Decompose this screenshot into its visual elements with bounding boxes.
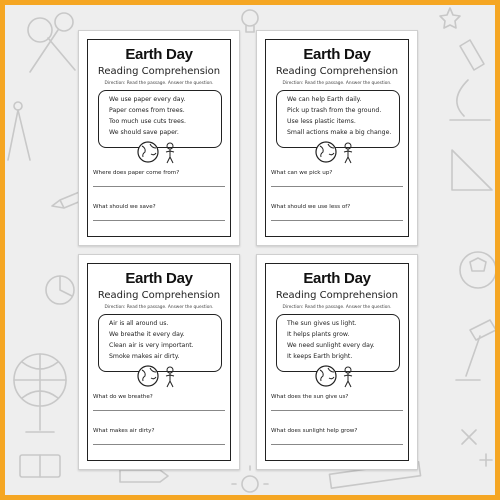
lightbulb-doodle-icon bbox=[242, 10, 258, 32]
passage-line: Too much use cuts trees. bbox=[109, 118, 186, 125]
worksheet-card bbox=[256, 30, 418, 246]
worksheet-direction: Direction: Read the passage. Answer the question. bbox=[104, 81, 214, 86]
passage-line: Smoke makes air dirty. bbox=[109, 353, 180, 360]
question-text: What should we save? bbox=[93, 204, 156, 210]
answer-line[interactable] bbox=[271, 410, 403, 411]
passage-line: We need sunlight every day. bbox=[287, 342, 375, 349]
worksheet-title: Earth Day bbox=[125, 270, 193, 287]
scissors-doodle-icon bbox=[28, 13, 75, 72]
passage-line: We breathe it every day. bbox=[109, 331, 185, 338]
triangle-ruler-doodle-icon bbox=[452, 150, 492, 190]
earth-globe-icon bbox=[136, 364, 182, 388]
compass-doodle-icon bbox=[8, 102, 30, 160]
passage-line: Paper comes from trees. bbox=[109, 107, 185, 114]
question-text: What does sunlight help grow? bbox=[271, 428, 358, 434]
worksheet-card bbox=[78, 254, 240, 470]
worksheet-subtitle: Reading Comprehension bbox=[97, 290, 221, 301]
question-text: What should we use less of? bbox=[271, 204, 351, 210]
worksheet-direction: Direction: Read the passage. Answer the question. bbox=[282, 305, 392, 310]
answer-line[interactable] bbox=[93, 410, 225, 411]
worksheet-subtitle: Reading Comprehension bbox=[275, 290, 399, 301]
child-figure-icon bbox=[166, 367, 174, 387]
worksheet-border bbox=[87, 263, 231, 461]
worksheet-title: Earth Day bbox=[125, 46, 193, 63]
globe-doodle-icon bbox=[14, 354, 66, 432]
earth-globe-icon bbox=[314, 364, 360, 388]
answer-line[interactable] bbox=[271, 444, 403, 445]
passage-line: We use paper every day. bbox=[109, 96, 186, 103]
question-text: What does the sun give us? bbox=[271, 394, 349, 400]
lamp-doodle-icon bbox=[456, 320, 496, 380]
answer-line[interactable] bbox=[93, 186, 225, 187]
pie-chart-doodle-icon bbox=[46, 276, 74, 304]
math-doodle-icon bbox=[462, 430, 492, 466]
worksheet-card bbox=[78, 30, 240, 246]
question-text: What do we breathe? bbox=[93, 394, 153, 400]
earth-globe-icon bbox=[314, 140, 360, 164]
passage-line: Use less plastic items. bbox=[287, 118, 356, 125]
child-figure-icon bbox=[344, 367, 352, 387]
question-text: Where does paper come from? bbox=[93, 170, 180, 176]
soccer-ball-doodle-icon bbox=[460, 252, 496, 288]
worksheet-border bbox=[265, 39, 409, 237]
worksheet-direction: Direction: Read the passage. Answer the question. bbox=[104, 305, 214, 310]
worksheet-subtitle: Reading Comprehension bbox=[97, 66, 221, 77]
answer-line[interactable] bbox=[271, 220, 403, 221]
question-text: What makes air dirty? bbox=[93, 428, 155, 434]
passage-line: The sun gives us light. bbox=[287, 320, 357, 327]
child-figure-icon bbox=[344, 143, 352, 163]
worksheet-card bbox=[256, 254, 418, 470]
passage-line: We can help Earth daily. bbox=[287, 96, 362, 103]
worksheet-border bbox=[265, 263, 409, 461]
worksheet-direction: Direction: Read the passage. Answer the question. bbox=[282, 81, 392, 86]
worksheet-title: Earth Day bbox=[303, 46, 371, 63]
passage-line: Pick up trash from the ground. bbox=[287, 107, 382, 114]
earth-globe-icon bbox=[136, 140, 182, 164]
passage-line: Small actions make a big change. bbox=[287, 129, 392, 136]
passage-line: It helps plants grow. bbox=[287, 331, 350, 338]
star-doodle-icon bbox=[440, 8, 460, 28]
answer-line[interactable] bbox=[271, 186, 403, 187]
passage-line: We should save paper. bbox=[109, 129, 179, 136]
answer-line[interactable] bbox=[93, 444, 225, 445]
worksheet-subtitle: Reading Comprehension bbox=[275, 66, 399, 77]
passage-line: It keeps Earth bright. bbox=[287, 353, 353, 360]
question-text: What can we pick up? bbox=[271, 170, 333, 176]
worksheet-border bbox=[87, 39, 231, 237]
crayon-doodle-icon bbox=[120, 470, 168, 482]
worksheet-title: Earth Day bbox=[303, 270, 371, 287]
passage-line: Air is all around us. bbox=[109, 320, 169, 327]
passage-line: Clean air is very important. bbox=[109, 342, 194, 349]
microscope-doodle-icon bbox=[450, 40, 490, 120]
book-doodle-icon bbox=[20, 455, 60, 477]
child-figure-icon bbox=[166, 143, 174, 163]
answer-line[interactable] bbox=[93, 220, 225, 221]
